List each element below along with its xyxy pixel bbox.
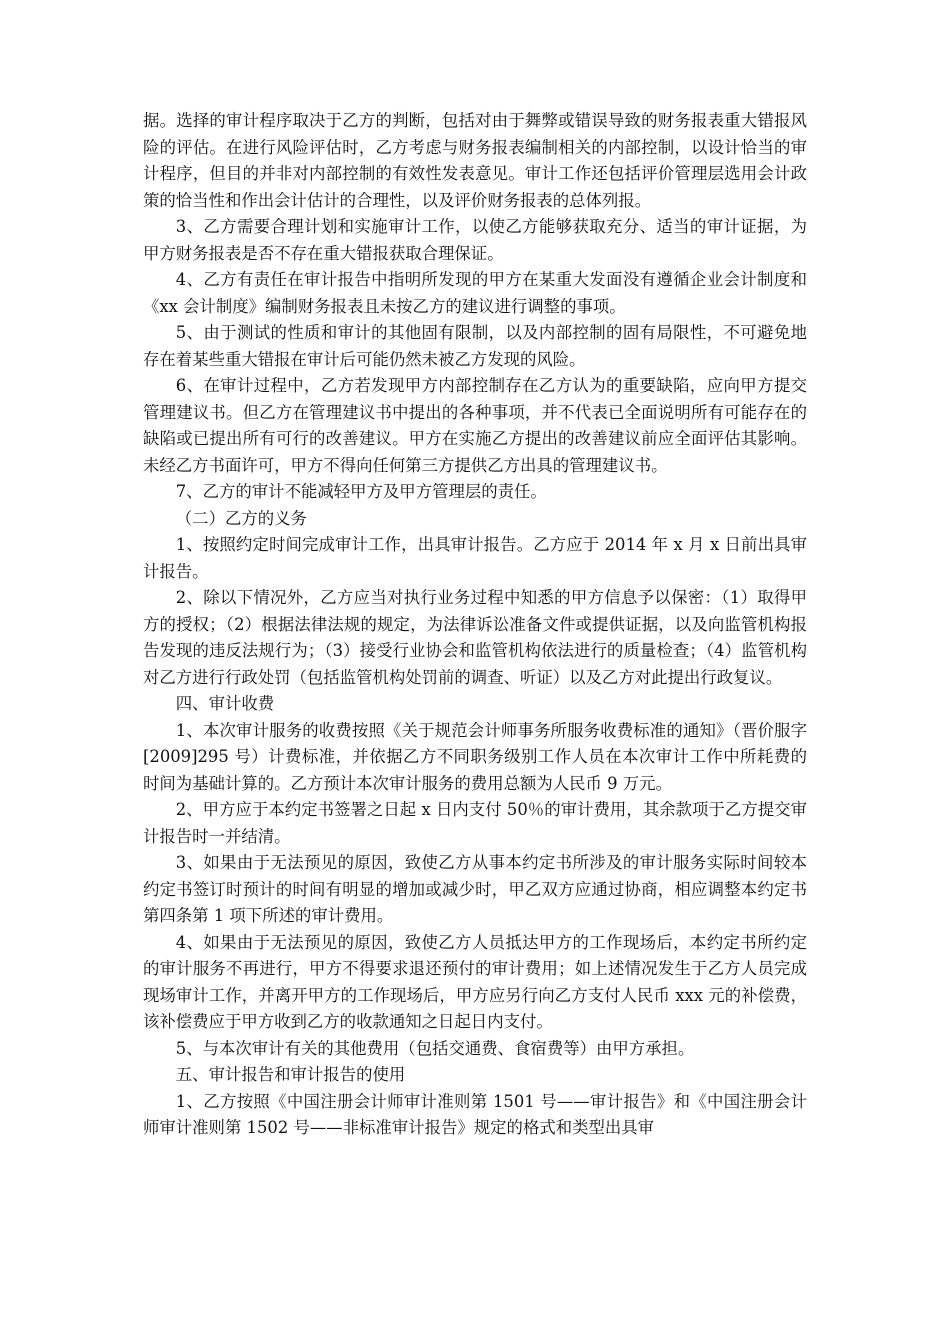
paragraph-continuation: 据。选择的审计程序取决于乙方的判断，包括对由于舞弊或错误导致的财务报表重大错报风险的评估。在进行风险评估时，乙方考虑与财务报表编制相关的内部控制，以设计恰当的审计程序，但目的并非对内部控制的有效性发表意见。审计工作还包括评价管理层选用会计政策的恰当性和作出会计估计的合理性，以及评价财务报表的总体列报。: [143, 111, 807, 210]
document-page: [143, 108, 807, 1142]
paragraph-report-1: 1、乙方按照《中国注册会计师审计准则第 1501 号——审计报告》和《中国注册会计师审计准则第 1502 号——非标准审计报告》规定的格式和类型出具审: [143, 1091, 807, 1137]
paragraph-item-4: 4、乙方有责任在审计报告中指明所发现的甲方在某重大发面没有遵循企业会计制度和《xx 会计制度》编制财务报表且未按乙方的建议进行调整的事项。: [143, 270, 807, 316]
paragraph-item-3: 3、乙方需要合理计划和实施审计工作，以使乙方能够获取充分、适当的审计证据，为甲方财务报表是否不存在重大错报获取合理保证。: [143, 217, 807, 263]
paragraph-fee-4: 4、如果由于无法预见的原因，致使乙方人员抵达甲方的工作现场后，本约定书所约定的审计服务不再进行，甲方不得要求退还预付的审计费用；如上述情况发生于乙方人员完成现场审计工作，并离开甲方的工作现场后，甲方应另行向乙方支付人民币 xxx 元的补偿费，该补偿费应于甲方收到乙方的收款通知之日起日内支付。: [143, 932, 807, 1031]
paragraph-obligation-2: 2、除以下情况外，乙方应当对执行业务过程中知悉的甲方信息予以保密：（1）取得甲方的授权；（2）根据法律法规的规定，为法律诉讼准备文件或提供证据，以及向监管机构报告发现的违反法规行为；（3）接受行业协会和监管机构依法进行的质量检查；（4）监管机构对乙方进行行政处罚（包括监管机构处罚前的调查、听证）以及乙方对此提出行政复议。: [143, 588, 807, 687]
paragraph-item-6: 6、在审计过程中，乙方若发现甲方内部控制存在乙方认为的重要缺陷，应向甲方提交管理建议书。但乙方在管理建议书中提出的各种事项，并不代表已全面说明所有可能存在的缺陷或已提出所有可行的改善建议。甲方在实施乙方提出的改善建议前应全面评估其影响。未经乙方书面许可，甲方不得向任何第三方提供乙方出具的管理建议书。: [143, 376, 807, 475]
paragraph-item-7: 7、乙方的审计不能减轻甲方及甲方管理层的责任。: [175, 482, 547, 501]
paragraph-fee-2: 2、甲方应于本约定书签署之日起 x 日内支付 50％的审计费用，其余款项于乙方提交审计报告时一并结清。: [143, 800, 807, 846]
paragraph-fee-5: 5、与本次审计有关的其他费用（包括交通费、食宿费等）由甲方承担。: [175, 1038, 695, 1058]
paragraph-obligation-1: 1、按照约定时间完成审计工作，出具审计报告。乙方应于 2014 年 x 月 x 日前出具审计报告。: [143, 535, 807, 581]
paragraph-item-5: 5、由于测试的性质和审计的其他固有限制，以及内部控制的固有局限性，不可避免地存在着某些重大错报在审计后可能仍然未被乙方发现的风险。: [143, 323, 807, 369]
section-heading-obligations: （二）乙方的义务: [175, 508, 307, 528]
paragraph-fee-1: 1、本次审计服务的收费按照《关于规范会计师事务所服务收费标准的通知》（晋价服字[2009]295 号）计费标准，并依据乙方不同职务级别工作人员在本次审计工作中所耗费的时间为基础计算的。乙方预计本次审计服务的费用总额为人民币 9 万元。: [143, 720, 807, 793]
section-heading-report: 五、审计报告和审计报告的使用: [175, 1065, 406, 1084]
paragraph-fee-3: 3、如果由于无法预见的原因，致使乙方从事本约定书所涉及的审计服务实际时间较本约定书签订时预计的时间有明显的增加或减少时，甲乙双方应通过协商，相应调整本约定书第四条第 1 项下所述的审计费用。: [143, 853, 807, 925]
section-heading-fees: 四、审计收费: [175, 694, 275, 713]
